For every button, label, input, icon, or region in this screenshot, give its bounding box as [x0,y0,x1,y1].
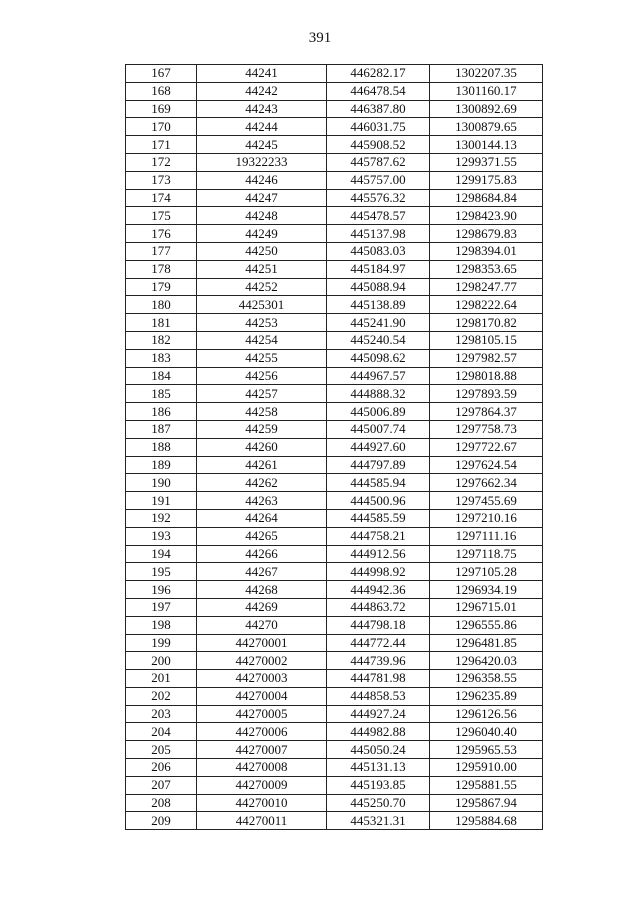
table-row [126,723,543,741]
table-row [126,349,543,367]
table-row [126,367,543,385]
row-index-cell: 176 [126,225,197,243]
table-row [126,759,543,777]
row-index-cell: 188 [126,438,197,456]
row-index-cell: 187 [126,420,197,438]
table-row [126,687,543,705]
point-id-cell: 44247 [197,189,327,207]
y-coordinate-cell: 1298394.01 [430,242,543,260]
table-row [126,82,543,100]
y-coordinate-cell: 1296715.01 [430,598,543,616]
y-coordinate-cell: 1297864.37 [430,403,543,421]
x-coordinate-cell: 445137.98 [327,225,430,243]
table-row [126,812,543,830]
table-row [126,403,543,421]
x-coordinate-cell: 445131.13 [327,759,430,777]
row-index-cell: 175 [126,207,197,225]
table-row [126,670,543,688]
table-row [126,153,543,171]
y-coordinate-cell: 1297758.73 [430,420,543,438]
y-coordinate-cell: 1298247.77 [430,278,543,296]
table-row [126,118,543,136]
table-row [126,474,543,492]
x-coordinate-cell: 444781.98 [327,670,430,688]
point-id-cell: 44241 [197,65,327,83]
x-coordinate-cell: 445193.85 [327,776,430,794]
y-coordinate-cell: 1297111.16 [430,527,543,545]
point-id-cell: 44270004 [197,687,327,705]
x-coordinate-cell: 444982.88 [327,723,430,741]
row-index-cell: 184 [126,367,197,385]
y-coordinate-cell: 1298170.82 [430,314,543,332]
point-id-cell: 44270006 [197,723,327,741]
point-id-cell: 44256 [197,367,327,385]
row-index-cell: 196 [126,581,197,599]
row-index-cell: 194 [126,545,197,563]
table-row [126,207,543,225]
y-coordinate-cell: 1298423.90 [430,207,543,225]
row-index-cell: 189 [126,456,197,474]
row-index-cell: 180 [126,296,197,314]
row-index-cell: 206 [126,759,197,777]
point-id-cell: 44245 [197,136,327,154]
point-id-cell: 44270009 [197,776,327,794]
x-coordinate-cell: 445576.32 [327,189,430,207]
row-index-cell: 171 [126,136,197,154]
y-coordinate-cell: 1297662.34 [430,474,543,492]
x-coordinate-cell: 444772.44 [327,634,430,652]
x-coordinate-cell: 445138.89 [327,296,430,314]
x-coordinate-cell: 444888.32 [327,385,430,403]
table-row [126,705,543,723]
y-coordinate-cell: 1295867.94 [430,794,543,812]
y-coordinate-cell: 1297105.28 [430,563,543,581]
coordinates-table [125,64,543,830]
y-coordinate-cell: 1297455.69 [430,492,543,510]
point-id-cell: 44253 [197,314,327,332]
x-coordinate-cell: 444967.57 [327,367,430,385]
row-index-cell: 198 [126,616,197,634]
table-row [126,296,543,314]
y-coordinate-cell: 1298679.83 [430,225,543,243]
x-coordinate-cell: 444927.24 [327,705,430,723]
point-id-cell: 44255 [197,349,327,367]
point-id-cell: 44270011 [197,812,327,830]
y-coordinate-cell: 1301160.17 [430,82,543,100]
row-index-cell: 195 [126,563,197,581]
y-coordinate-cell: 1296555.86 [430,616,543,634]
x-coordinate-cell: 445184.97 [327,260,430,278]
x-coordinate-cell: 445250.70 [327,794,430,812]
x-coordinate-cell: 445478.57 [327,207,430,225]
y-coordinate-cell: 1297210.16 [430,509,543,527]
point-id-cell: 44261 [197,456,327,474]
y-coordinate-cell: 1297893.59 [430,385,543,403]
x-coordinate-cell: 445757.00 [327,171,430,189]
x-coordinate-cell: 444758.21 [327,527,430,545]
point-id-cell: 44266 [197,545,327,563]
point-id-cell: 44246 [197,171,327,189]
table-row [126,652,543,670]
x-coordinate-cell: 445240.54 [327,331,430,349]
y-coordinate-cell: 1296126.56 [430,705,543,723]
table-row [126,278,543,296]
point-id-cell: 44270003 [197,670,327,688]
y-coordinate-cell: 1296235.89 [430,687,543,705]
table-row [126,136,543,154]
y-coordinate-cell: 1297624.54 [430,456,543,474]
point-id-cell: 44270005 [197,705,327,723]
point-id-cell: 44254 [197,331,327,349]
row-index-cell: 193 [126,527,197,545]
x-coordinate-cell: 445908.52 [327,136,430,154]
point-id-cell: 4425301 [197,296,327,314]
table-row [126,563,543,581]
point-id-cell: 44248 [197,207,327,225]
point-id-cell: 44267 [197,563,327,581]
row-index-cell: 174 [126,189,197,207]
row-index-cell: 207 [126,776,197,794]
point-id-cell: 44270002 [197,652,327,670]
point-id-cell: 44259 [197,420,327,438]
y-coordinate-cell: 1298018.88 [430,367,543,385]
point-id-cell: 44242 [197,82,327,100]
row-index-cell: 181 [126,314,197,332]
table-row [126,242,543,260]
point-id-cell: 44243 [197,100,327,118]
point-id-cell: 44268 [197,581,327,599]
table-row [126,509,543,527]
x-coordinate-cell: 444858.53 [327,687,430,705]
row-index-cell: 192 [126,509,197,527]
table-row [126,171,543,189]
table-row [126,794,543,812]
point-id-cell: 44257 [197,385,327,403]
table-row [126,776,543,794]
row-index-cell: 168 [126,82,197,100]
y-coordinate-cell: 1296040.40 [430,723,543,741]
point-id-cell: 44262 [197,474,327,492]
x-coordinate-cell: 445007.74 [327,420,430,438]
y-coordinate-cell: 1298353.65 [430,260,543,278]
x-coordinate-cell: 445787.62 [327,153,430,171]
y-coordinate-cell: 1300892.69 [430,100,543,118]
row-index-cell: 209 [126,812,197,830]
row-index-cell: 201 [126,670,197,688]
point-id-cell: 44265 [197,527,327,545]
point-id-cell: 44270010 [197,794,327,812]
y-coordinate-cell: 1297722.67 [430,438,543,456]
table-row [126,100,543,118]
y-coordinate-cell: 1295884.68 [430,812,543,830]
coordinates-table-body [126,65,543,830]
x-coordinate-cell: 444912.56 [327,545,430,563]
table-row [126,634,543,652]
x-coordinate-cell: 446478.54 [327,82,430,100]
x-coordinate-cell: 444739.96 [327,652,430,670]
y-coordinate-cell: 1298105.15 [430,331,543,349]
x-coordinate-cell: 444942.36 [327,581,430,599]
table-row [126,545,543,563]
table-row [126,314,543,332]
y-coordinate-cell: 1295881.55 [430,776,543,794]
y-coordinate-cell: 1295965.53 [430,741,543,759]
point-id-cell: 44260 [197,438,327,456]
row-index-cell: 177 [126,242,197,260]
table-row [126,527,543,545]
y-coordinate-cell: 1302207.35 [430,65,543,83]
row-index-cell: 199 [126,634,197,652]
row-index-cell: 203 [126,705,197,723]
y-coordinate-cell: 1298684.84 [430,189,543,207]
x-coordinate-cell: 444797.89 [327,456,430,474]
x-coordinate-cell: 444998.92 [327,563,430,581]
table-row [126,492,543,510]
row-index-cell: 185 [126,385,197,403]
point-id-cell: 44244 [197,118,327,136]
row-index-cell: 190 [126,474,197,492]
point-id-cell: 44270001 [197,634,327,652]
x-coordinate-cell: 445241.90 [327,314,430,332]
row-index-cell: 178 [126,260,197,278]
x-coordinate-cell: 445050.24 [327,741,430,759]
x-coordinate-cell: 444585.94 [327,474,430,492]
y-coordinate-cell: 1299371.55 [430,153,543,171]
y-coordinate-cell: 1297982.57 [430,349,543,367]
y-coordinate-cell: 1299175.83 [430,171,543,189]
x-coordinate-cell: 445088.94 [327,278,430,296]
table-row [126,65,543,83]
x-coordinate-cell: 444585.59 [327,509,430,527]
point-id-cell: 44251 [197,260,327,278]
y-coordinate-cell: 1296934.19 [430,581,543,599]
row-index-cell: 173 [126,171,197,189]
x-coordinate-cell: 444798.18 [327,616,430,634]
y-coordinate-cell: 1298222.64 [430,296,543,314]
y-coordinate-cell: 1297118.75 [430,545,543,563]
row-index-cell: 183 [126,349,197,367]
row-index-cell: 204 [126,723,197,741]
table-row [126,420,543,438]
table-row [126,741,543,759]
row-index-cell: 208 [126,794,197,812]
table-row [126,225,543,243]
point-id-cell: 44269 [197,598,327,616]
table-row [126,260,543,278]
point-id-cell: 44270008 [197,759,327,777]
table-row [126,598,543,616]
point-id-cell: 44270 [197,616,327,634]
row-index-cell: 172 [126,153,197,171]
table-row [126,385,543,403]
point-id-cell: 44250 [197,242,327,260]
point-id-cell: 44252 [197,278,327,296]
row-index-cell: 179 [126,278,197,296]
row-index-cell: 202 [126,687,197,705]
x-coordinate-cell: 446282.17 [327,65,430,83]
y-coordinate-cell: 1296420.03 [430,652,543,670]
row-index-cell: 182 [126,331,197,349]
table-row [126,189,543,207]
row-index-cell: 200 [126,652,197,670]
row-index-cell: 169 [126,100,197,118]
point-id-cell: 19322233 [197,153,327,171]
x-coordinate-cell: 446031.75 [327,118,430,136]
point-id-cell: 44270007 [197,741,327,759]
point-id-cell: 44264 [197,509,327,527]
x-coordinate-cell: 445006.89 [327,403,430,421]
row-index-cell: 205 [126,741,197,759]
table-row [126,456,543,474]
y-coordinate-cell: 1300879.65 [430,118,543,136]
y-coordinate-cell: 1296358.55 [430,670,543,688]
point-id-cell: 44258 [197,403,327,421]
point-id-cell: 44263 [197,492,327,510]
page-number: 391 [308,30,332,46]
row-index-cell: 197 [126,598,197,616]
y-coordinate-cell: 1295910.00 [430,759,543,777]
x-coordinate-cell: 445083.03 [327,242,430,260]
point-id-cell: 44249 [197,225,327,243]
table-row [126,438,543,456]
row-index-cell: 191 [126,492,197,510]
row-index-cell: 186 [126,403,197,421]
table-row [126,331,543,349]
x-coordinate-cell: 445321.31 [327,812,430,830]
x-coordinate-cell: 444927.60 [327,438,430,456]
table-row [126,616,543,634]
row-index-cell: 170 [126,118,197,136]
y-coordinate-cell: 1296481.85 [430,634,543,652]
y-coordinate-cell: 1300144.13 [430,136,543,154]
x-coordinate-cell: 444863.72 [327,598,430,616]
x-coordinate-cell: 444500.96 [327,492,430,510]
table-row [126,581,543,599]
row-index-cell: 167 [126,65,197,83]
x-coordinate-cell: 445098.62 [327,349,430,367]
x-coordinate-cell: 446387.80 [327,100,430,118]
